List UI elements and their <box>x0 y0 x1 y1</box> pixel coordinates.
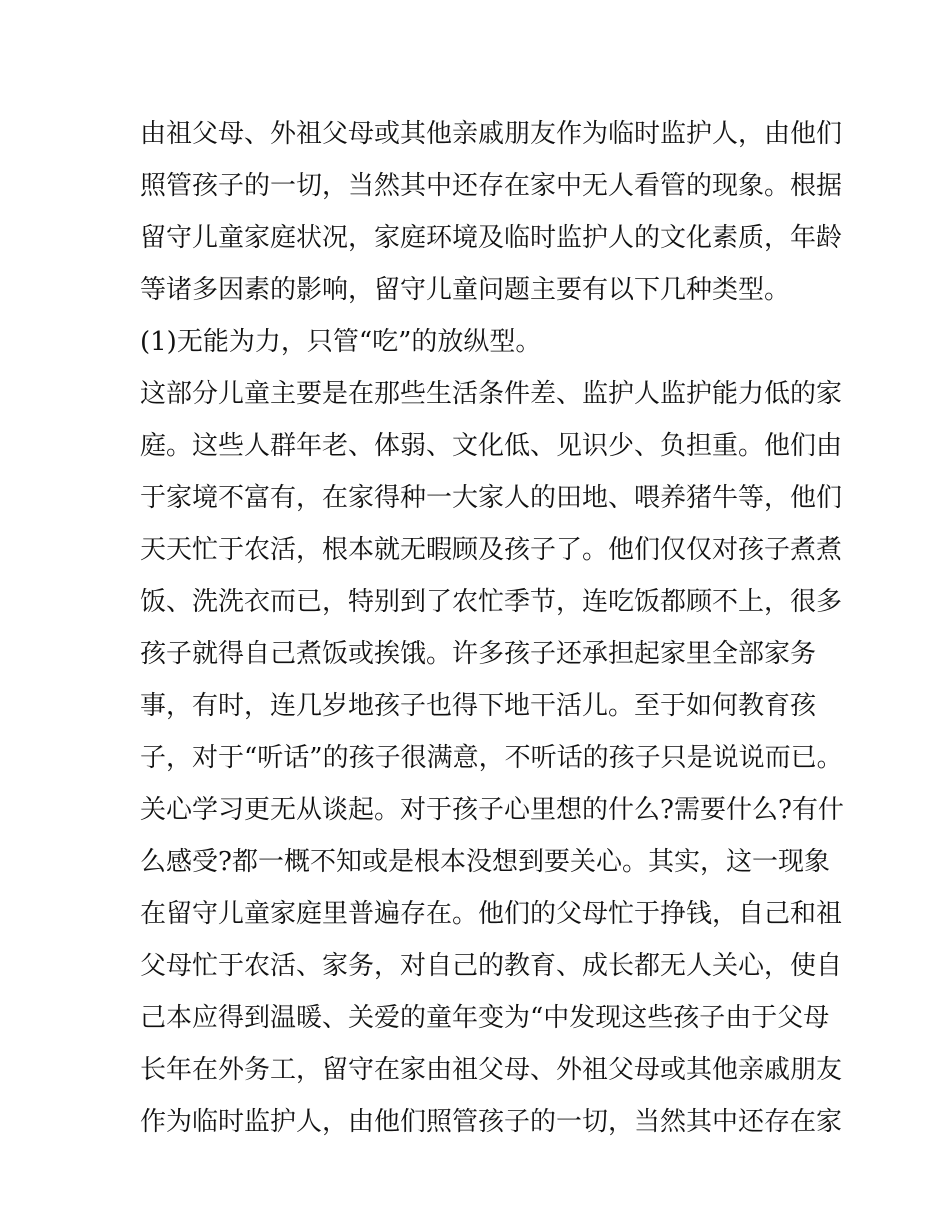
text-line-18: 己本应得到温暖、关爱的童年变为“中发现这些孩子由于父母 <box>140 1003 830 1033</box>
text-line-9: 天天忙于农活，根本就无暇顾及孩子了。他们仅仅对孩子煮煮 <box>140 535 843 565</box>
text-line-15: 么感受?都一概不知或是根本没想到要关心。其实，这一现象 <box>140 847 830 877</box>
text-line-6: 这部分儿童主要是在那些生活条件差、监护人监护能力低的家 <box>140 379 843 409</box>
text-line-3: 留守儿童家庭状况，家庭环境及临时监护人的文化素质，年龄 <box>140 223 843 253</box>
section-heading: (1)无能为力，只管“吃”的放纵型。 <box>140 327 542 357</box>
text-line-8: 于家境不富有，在家得种一大家人的田地、喂养猪牛等，他们 <box>140 483 843 513</box>
text-line-16: 在留守儿童家庭里普遍存在。他们的父母忙于挣钱，自己和祖 <box>140 899 843 929</box>
text-line-7: 庭。这些人群年老、体弱、文化低、见识少、负担重。他们由 <box>140 431 843 461</box>
text-line-19: 长年在外务工，留守在家由祖父母、外祖父母或其他亲戚朋友 <box>140 1055 843 1085</box>
document-body <box>140 108 844 1148</box>
text-line-1: 由祖父母、外祖父母或其他亲戚朋友作为临时监护人，由他们 <box>140 119 843 149</box>
text-line-4: 等诸多因素的影响，留守儿童问题主要有以下几种类型。 <box>140 275 791 305</box>
text-line-14: 关心学习更无从谈起。对于孩子心里想的什么?需要什么?有什 <box>140 795 844 825</box>
text-line-20: 作为临时监护人，由他们照管孩子的一切，当然其中还存在家 <box>140 1107 843 1137</box>
text-line-12: 事，有时，连几岁地孩子也得下地干活儿。至于如何教育孩 <box>140 691 817 721</box>
text-line-13: 子，对于“听话”的孩子很满意，不听话的孩子只是说说而已。 <box>140 743 843 773</box>
text-line-10: 饭、洗洗衣而已，特别到了农忙季节，连吃饭都顾不上，很多 <box>140 587 843 617</box>
text-line-17: 父母忙于农活、家务，对自己的教育、成长都无人关心，使自 <box>140 951 843 981</box>
text-line-2: 照管孩子的一切，当然其中还存在家中无人看管的现象。根据 <box>140 171 843 201</box>
text-line-11: 孩子就得自己煮饭或挨饿。许多孩子还承担起家里全部家务 <box>140 639 817 669</box>
